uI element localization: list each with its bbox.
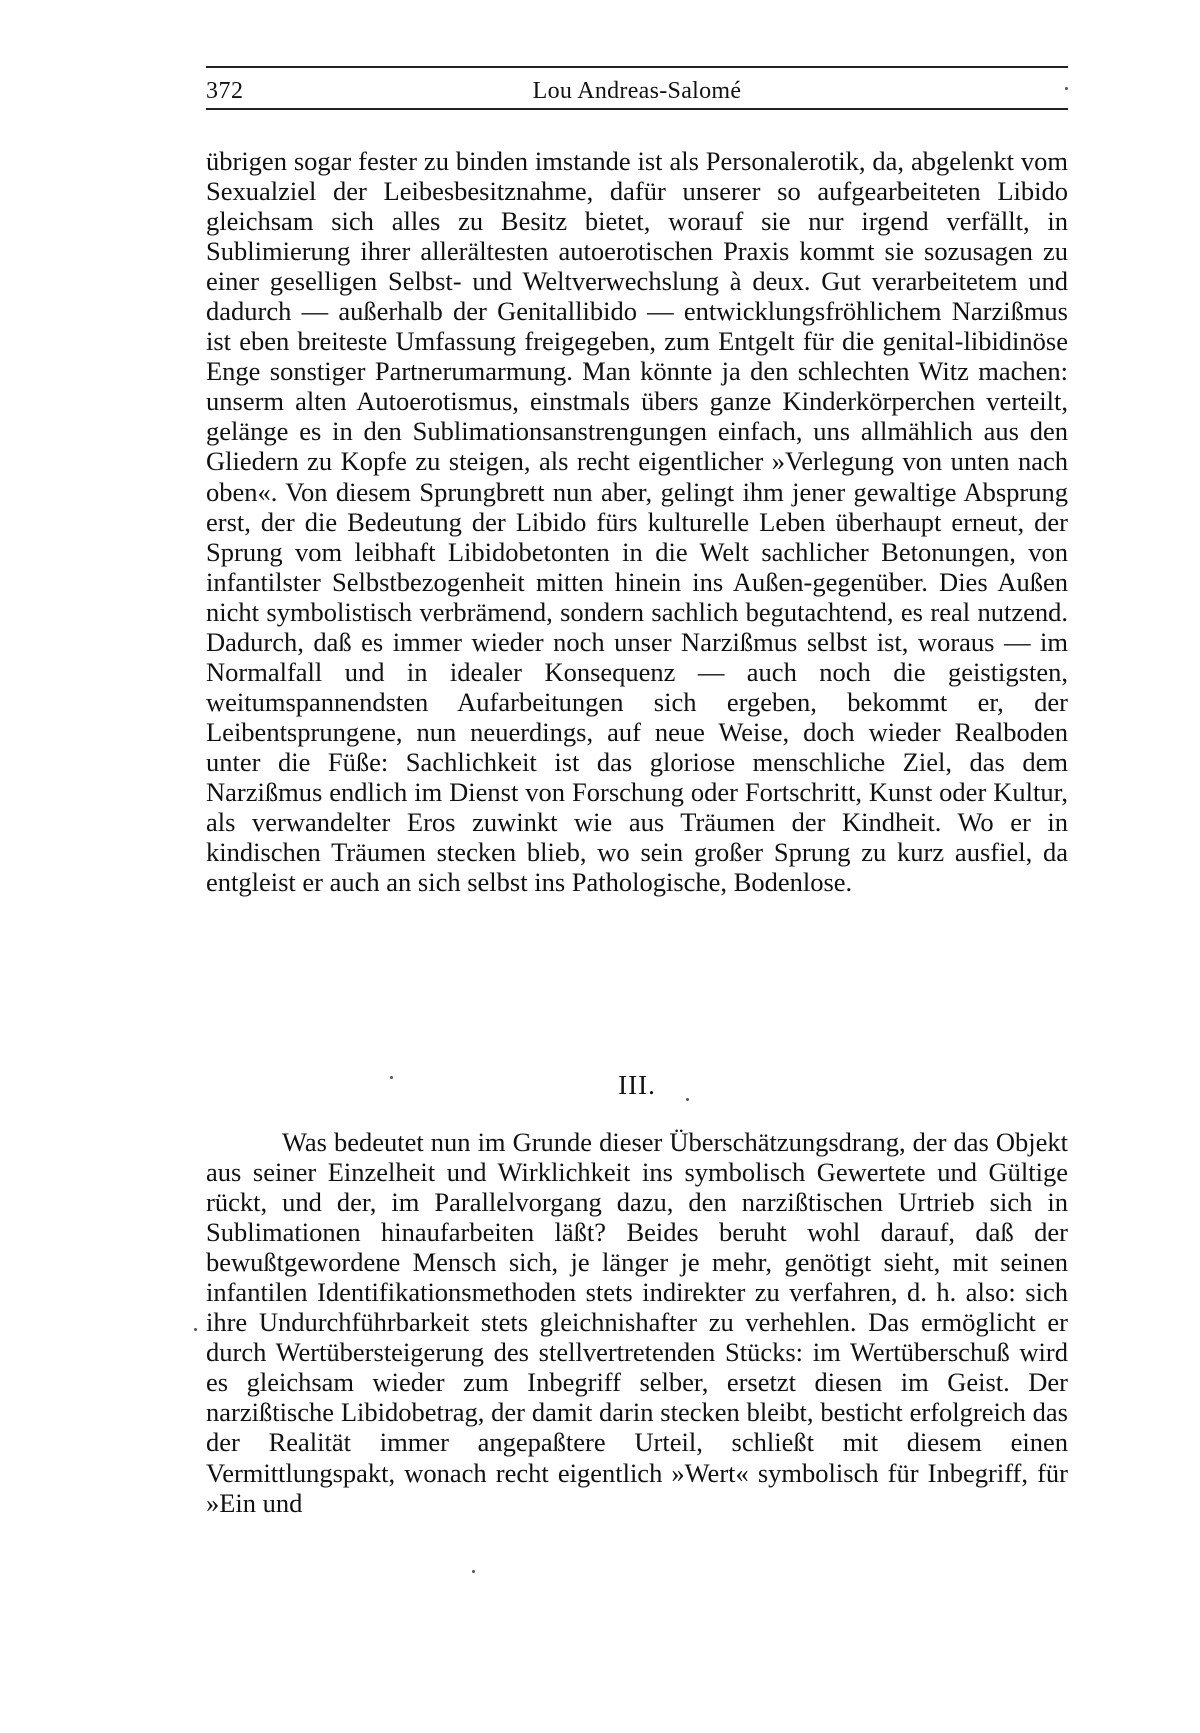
print-speck (390, 1076, 393, 1079)
print-speck (194, 1328, 197, 1331)
page-header (206, 76, 1068, 112)
running-head: Lou Andreas-Salomé (532, 78, 742, 104)
print-speck (1065, 87, 1068, 90)
print-speck (472, 1570, 475, 1573)
section-heading: III. (618, 1070, 656, 1100)
body-paragraph-2: Was bedeutet nun im Grunde dieser Überschätzungsdrang, der das Objekt aus seiner Einzelheit und Wirklichkeit ins symbolisch Gewertete und Gültige rückt, und der, im Parallelvorgang dazu, den narzißtischen Urtrieb sich in Sublimationen hinaufarbeiten läßt? Beides beruht wohl darauf, daß der bewußtgewordene Mensch sich, je länger je mehr, genötigt sieht, mit seinen infantilen Identifikationsmethoden stets indirekter zu verfahren, d. h. also: sich ihre Undurchführbarkeit stets gleichnishafter zu verhehlen. Das ermöglicht er durch Wertübersteigerung des stellvertretenden Stücks: im Wertüberschuß wird es gleichsam wieder zum Inbegriff selber, ersetzt diesen im Geist. Der narzißtische Libidobetrag, der damit darin stecken bleibt, besticht erfolgreich das der Realität immer angepaßtere Urteil, schließt mit diesem einen Vermittlungspakt, wonach recht eigentlich »Wert« symbolisch für Inbegriff, für »Ein und (206, 1127, 1068, 1518)
print-speck (686, 1098, 689, 1101)
header-rule-top (206, 66, 1068, 68)
body-paragraph-1: übrigen sogar fester zu binden imstande ist als Personalerotik, da, abgelenkt vom Sexualziel der Leibesbesitznahme, dafür unserer so aufgearbeiteten Libido gleichsam sich alles zu Besitz bietet, worauf sie nur irgend verfällt, in Sublimierung ihrer allerältesten autoerotischen Praxis kommt sie sozusagen zu einer geselligen Selbst- und Weltverwechslung à deux. Gut verarbeitetem und dadurch — außerhalb der Genitallibido — entwicklungsfröhlichem Narzißmus ist eben breiteste Umfassung freigegeben, zum Entgelt für die genital-libidinöse Enge sonstiger Partnerumarmung. Man könnte ja den schlechten Witz machen: unserm alten Autoerotismus, einstmals übers ganze Kinderkörperchen verteilt, gelänge es in den Sublimationsanstrengungen einfach, uns allmählich aus den Gliedern zu Kopfe zu steigen, als recht eigentlicher »Verlegung von unten nach oben«. Von diesem Sprungbrett nun aber, gelingt ihm jener gewaltige Absprung erst, der die Bedeutung der Libido fürs kulturelle Leben überhaupt erneut, der Sprung vom leibhaft Libidobetonten in die Welt sachlicher Betonungen, von infantilster Selbstbezogenheit mitten hinein ins Außen-gegenüber. Dies Außen nicht symbolistisch verbrämend, sondern sachlich begutachtend, es real nutzend. Dadurch, daß es immer wieder noch unser Narzißmus selbst ist, woraus — im Normalfall und in idealer Konsequenz — auch noch die geistigsten, weitumspannendsten Aufarbeitungen sich ergeben, bekommt er, der Leibentsprungene, nun neuerdings, auf neue Weise, doch wieder Realboden unter die Füße: Sachlichkeit ist das gloriose menschliche Ziel, das dem Narzißmus endlich im Dienst von Forschung oder Fortschritt, Kunst oder Kultur, als verwandelter Eros zuwinkt wie aus Träumen der Kindheit. Wo er in kindischen Träumen stecken blieb, wo sein großer Sprung zu kurz ausfiel, da entgleist er auch an sich selbst ins Pathologische, Bodenlose. (206, 146, 1068, 898)
page-number: 372 (206, 78, 244, 104)
header-rule-bottom (206, 108, 1068, 110)
